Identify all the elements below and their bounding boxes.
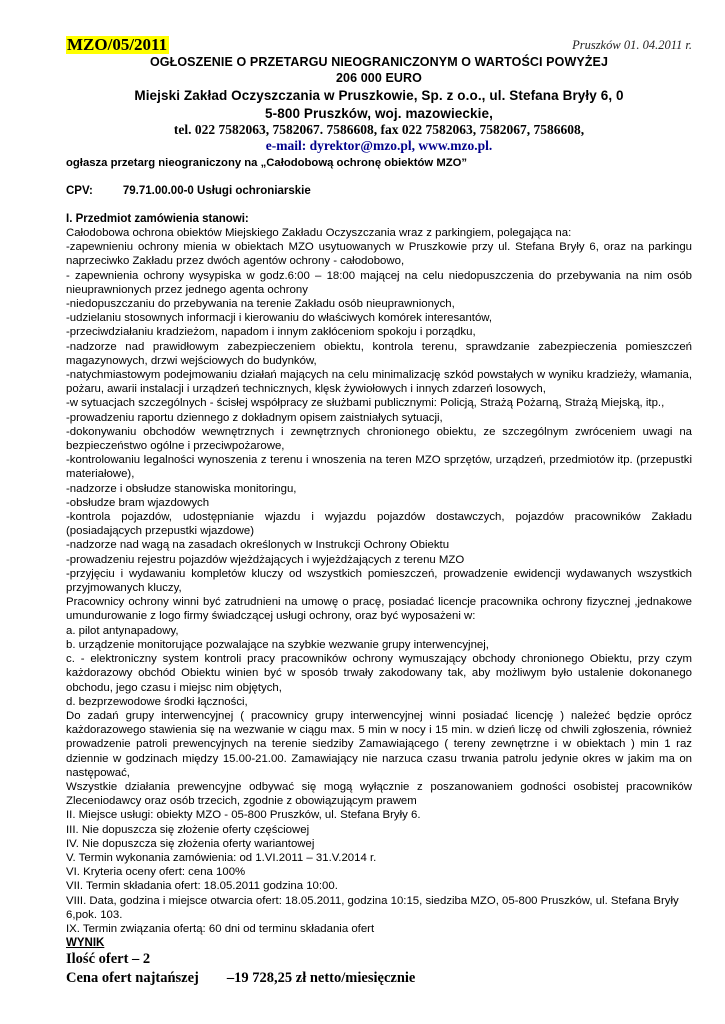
list-item: - zapewnienia ochrony wysypiska w godz.6:00 – 18:00 mającej na celu niedopuszczenia do przebywania na nim osób nieuprawnionych przez jednego agenta ochrony — [66, 269, 692, 296]
section-1-heading: I. Przedmiot zamówienia stanowi: — [66, 213, 249, 225]
list-item: -nadzorze i obsłudze stanowiska monitoringu, — [66, 482, 297, 495]
title-line-2: 206 000 EURO — [336, 71, 422, 85]
sections-list — [66, 808, 692, 936]
contact-phones: tel. 022 7582063, 7582067. 7586608, fax 022 7582063, 7582067, 7586608, — [173, 122, 585, 137]
document-title — [66, 54, 692, 122]
cpv-line — [66, 184, 692, 198]
reference-number: MZO/05/2011 — [67, 35, 168, 54]
list-item: Całodobowa ochrona obiektów Miejskiego Zakładu Oczyszczania wraz z parkingiem, polegająca na: — [66, 227, 572, 239]
list-item: -prowadzeniu raportu dziennego z dokładnym opisem zaistniałych sytuacji, — [66, 411, 443, 424]
result-heading: WYNIK — [66, 937, 105, 950]
list-item: -w sytuacjach szczególnych - ścisłej współpracy ze służbami publicznymi: Policją, Strażą Pożarną, Strażą Miejską, itp., — [66, 397, 665, 410]
organization-line-2: 5-800 Pruszków, woj. mazowieckie, — [265, 106, 493, 121]
cpv-value: 79.71.00.00-0 Usługi ochroniarskie — [122, 185, 311, 197]
section-5: V. Termin wykonania zamówienia: od 1.VI.2011 – 31.V.2014 r. — [66, 851, 377, 864]
list-item: -niedopuszczaniu do przebywania na terenie Zakładu osób nieuprawnionych, — [66, 298, 455, 311]
section-3: III. Nie dopuszcza się złożenie oferty częściowej — [66, 823, 310, 836]
list-item: -przeciwdziałaniu kradzieżom, napadom i innym zakłóceniom spokoju i porządku, — [66, 326, 476, 339]
organization-line-1: Miejski Zakład Oczyszczania w Pruszkowie, Sp. z o.o., ul. Stefana Bryły 6, 0 — [134, 88, 624, 103]
section-8: VIII. Data, godzina i miejsce otwarcia ofert: 18.05.2011, godzina 10:15, siedziba MZO, 05-800 Pruszków, ul. Stefana Bryły 6,pok. 103. — [66, 894, 679, 921]
cpv-label: CPV: — [66, 185, 93, 197]
list-item: -nadzorze nad prawidłowym zabezpieczeniem obiektu, kontrola terenu, sprawdzanie zabezpieczenia pomieszczeń magazynowych, drzwi wejściowych do budynków, — [66, 340, 692, 367]
list-item: -dokonywaniu obchodów wewnętrznych i zewnętrznych chronionego obiektu, ze szczególnym zwróceniem uwagi na bezpieczeństwo ogólne i przeciwpożarowe, — [66, 425, 692, 453]
list-item: b. urządzenie monitorujące pozwalające na szybkie wezwanie grupy interwencyjnej, — [66, 638, 489, 651]
list-item: -nadzorze nad wagą na zasadach określonych w Instrukcji Ochrony Obiektu — [66, 539, 450, 552]
list-item: -prowadzeniu rejestru pojazdów wjeżdżających i wyjeżdżających z terenu MZO — [66, 553, 465, 566]
list-item: c. - elektroniczny system kontroli pracy pracowników ochrony wymuszający obchody chronionego Obiektu, przy czym każdorazowy obchód Obiektu winien być w sposób trwały zakodowany tak, aby możliwym było ustalenie dokonanego obchodu, jego czasu i miejsc nim objętych, — [66, 653, 692, 694]
section-7: VII. Termin składania ofert: 18.05.2011 godzina 10:00. — [66, 880, 338, 893]
list-item: d. bezprzewodowe środki łączności, — [66, 695, 248, 708]
list-item: -kontrolowaniu legalności wynoszenia z terenu i wnoszenia na teren MZO sprzętów, urządzeń, przedmiotów itp. (przepustki materiałowe), — [66, 454, 692, 481]
list-item: -natychmiastowym podejmowaniu działań mających na celu minimalizację szkód powstałych w wyniku kradzieży, włamania, pożaru, awarii instalacji i urządzeń technicznych, klęsk żywiołowych i innych zdarzeń losowych, — [66, 369, 692, 396]
lowest-offer-value: –19 728,25 zł netto/miesięcznie — [226, 970, 416, 987]
lowest-offer-line — [66, 969, 692, 988]
header-row — [66, 30, 692, 52]
section-4: IV. Nie dopuszcza się złożenia oferty wariantowej — [66, 837, 315, 850]
section-1-body — [66, 226, 692, 808]
list-item: -kontrola pojazdów, udostępnianie wjazdu i wyjazdu pojazdów dostawczych, pojazdów pracowników Zakładu (posiadających przepustki wjazdowe) — [66, 511, 692, 538]
list-item: -przyjęciu i wydawaniu kompletów kluczy od wszystkich pomieszczeń, prowadzenie ewidencji wydawanych wszystkich przyjmowanych kluczy, — [66, 567, 692, 595]
list-item: -udzielaniu stosownych informacji i kierowaniu do właściwych komórek interesantów, — [66, 312, 493, 325]
list-item: Do zadań grupy interwencyjnej ( pracownicy grupy interwencyjnej winni posiadać licencję ) należeć będzie oprócz każdorazowego stawienia się na wezwanie w ciągu max. 5 min w nocy i 15 min. w dzień liczę od chwili zgłoszenia, również prowadzenie patroli prewencyjnych na terenie siedziby Zamawiającego ( tereny zewnętrzne i w obiektach ) min 1 raz dziennie w godzinach między 15.00-21.00. Zamawiający nie narzuca czasu trwania patrolu jedynie okres w jakim ma on następować, — [66, 709, 692, 779]
section-2: II. Miejsce usługi: obiekty MZO - 05-800 Pruszków, ul. Stefana Bryły 6. — [66, 809, 421, 822]
contact-email: e-mail: dyrektor@mzo.pl, www.mzo.pl. — [265, 138, 493, 153]
section-6: VI. Kryteria oceny ofert: cena 100% — [66, 866, 246, 879]
place-and-date: Pruszków 01. 04.2011 r. — [572, 38, 692, 52]
announcement: ogłasza przetarg nieograniczony na „Całodobową ochronę obiektów MZO” — [66, 157, 468, 169]
offers-count: Ilość ofert – 2 — [66, 951, 151, 968]
list-item: a. pilot antynapadowy, — [66, 624, 179, 637]
lowest-offer-label: Cena ofert najtańszej — [66, 970, 199, 987]
list-item: -zapewnieniu ochrony mienia w obiektach MZO usytuowanych w Pruszkowie przy ul. Stefana Bryły 6, oraz na parkingu naprzeciwko Zakładu przez dwóch agentów ochrony - całodobowo, — [66, 241, 692, 268]
section-9: IX. Termin związania ofertą: 60 dni od terminu składania ofert — [66, 922, 375, 935]
title-line-1: OGŁOSZENIE O PRZETARGU NIEOGRANICZONYM O WARTOŚCI POWYŻEJ — [149, 55, 609, 69]
list-item: Pracownicy ochrony winni być zatrudnieni na umowę o pracę, posiadać licencje pracownika ochrony fizycznej ,jednakowe umundurowanie z logo firmy świadczącej usługi ochrony, oraz być wyposażeni w: — [66, 596, 692, 623]
list-item: -obsłudze bram wjazdowych — [66, 496, 210, 509]
list-item: Wszystkie działania prewencyjne odbywać się mogą wyłącznie z poszanowaniem godności osobistej pracowników Zleceniodawcy oraz osób trzecich, zgodnie z obowiązującym prawem — [66, 780, 692, 808]
